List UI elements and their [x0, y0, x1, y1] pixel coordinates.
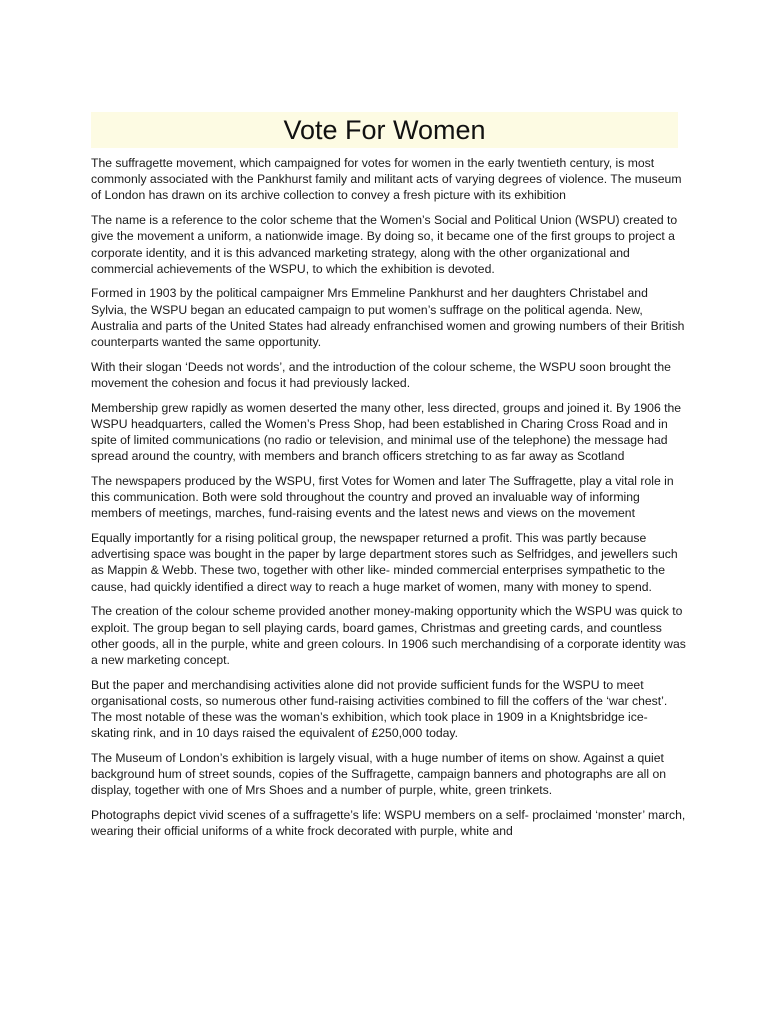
paragraph-profit: Equally importantly for a rising political group, the newspaper returned a profit. This was partly because advertising space was bought in the paper by large department stores such as Selfridges, and jewellers such as Mappin & Webb. These two, together with other like- minded commercial enterprises sympathetic to the cause, had quickly identified a direct way to reach a huge market of women, many with money to spend.: [91, 531, 678, 594]
document-title: Vote For Women: [283, 115, 486, 145]
paragraph-exhibition: The Museum of London’s exhibition is largely visual, with a huge number of items on show. Against a quiet background hum of street sounds, copies of the Suffragette, campaign banners and photographs are all on display, together with one of Mrs Shoes and a number of purple, white, green trinkets.: [91, 751, 666, 798]
paragraph-newspapers: The newspapers produced by the WSPU, first Votes for Women and later The Suffragette, play a vital role in this communication. Both were sold throughout the country and proved an invaluable way of informing members of meetings, marches, fund-raising events and the latest news and views on the movement: [91, 473, 674, 521]
paragraph-merchandising: The creation of the colour scheme provided another money-making opportunity which the WSPU was quick to exploit. The group began to sell playing cards, board games, Christmas and greeting cards, and countless other goods, all in the purple, white and green colours. In 1906 such merchandising of a corporate identity was a new marketing concept.: [91, 604, 686, 667]
paragraph-fundraising: But the paper and merchandising activities alone did not provide sufficient funds for the WSPU to meet organisational costs, so numerous other fund-raising activities combined to fill the coffers of the ‘war chest’. The most notable of these was the woman’s exhibition, which took place in 1909 in a Knightsbridge ice-skating rink, and in 10 days raised the equivalent of £250,000 today.: [91, 677, 668, 741]
paragraph-colour-scheme: The name is a reference to the color scheme that the Women’s Social and Political Union (WSPU) created to give the movement a uniform, a nationwide image. By doing so, it became one of the first groups to project a corporate identity, and it is this advanced marketing strategy, along with the other organizational and commercial achievements of the WSPU, to which the exhibition is devoted.: [91, 213, 678, 276]
document-body: [91, 155, 686, 848]
paragraph-membership: Membership grew rapidly as women deserted the many other, less directed, groups and joined it. By 1906 the WSPU headquarters, called the Women’s Press Shop, had been established in Charing Cross Road and in spite of limited communications (no radio or television, and minimal use of the telephone) the message had spread around the country, with members and branch officers stretching to as far away as Scotland: [91, 400, 682, 464]
paragraph-intro: The suffragette movement, which campaigned for votes for women in the early twentieth century, is most commonly associated with the Pankhurst family and militant acts of varying degrees of violence. The museum of London has drawn on its archive collection to convey a fresh picture with its exhibition: [91, 156, 682, 203]
paragraph-formation: Formed in 1903 by the political campaigner Mrs Emmeline Pankhurst and her daughters Christabel and Sylvia, the WSPU began an educated campaign to put women’s suffrage on the political agenda. New, Australia and parts of the United States had already enfranchised women and growing numbers of their British counterparts wanted the same opportunity.: [91, 286, 685, 350]
paragraph-slogan: With their slogan ‘Deeds not words’, and the introduction of the colour scheme, the WSPU soon brought the movement the cohesion and focus it had previously lacked.: [91, 359, 671, 390]
paragraph-photographs: Photographs depict vivid scenes of a suffragette’s life: WSPU members on a self- proclaimed ‘monster’ march, wearing their official uniforms of a white frock decorated with purple, white and: [91, 808, 686, 839]
